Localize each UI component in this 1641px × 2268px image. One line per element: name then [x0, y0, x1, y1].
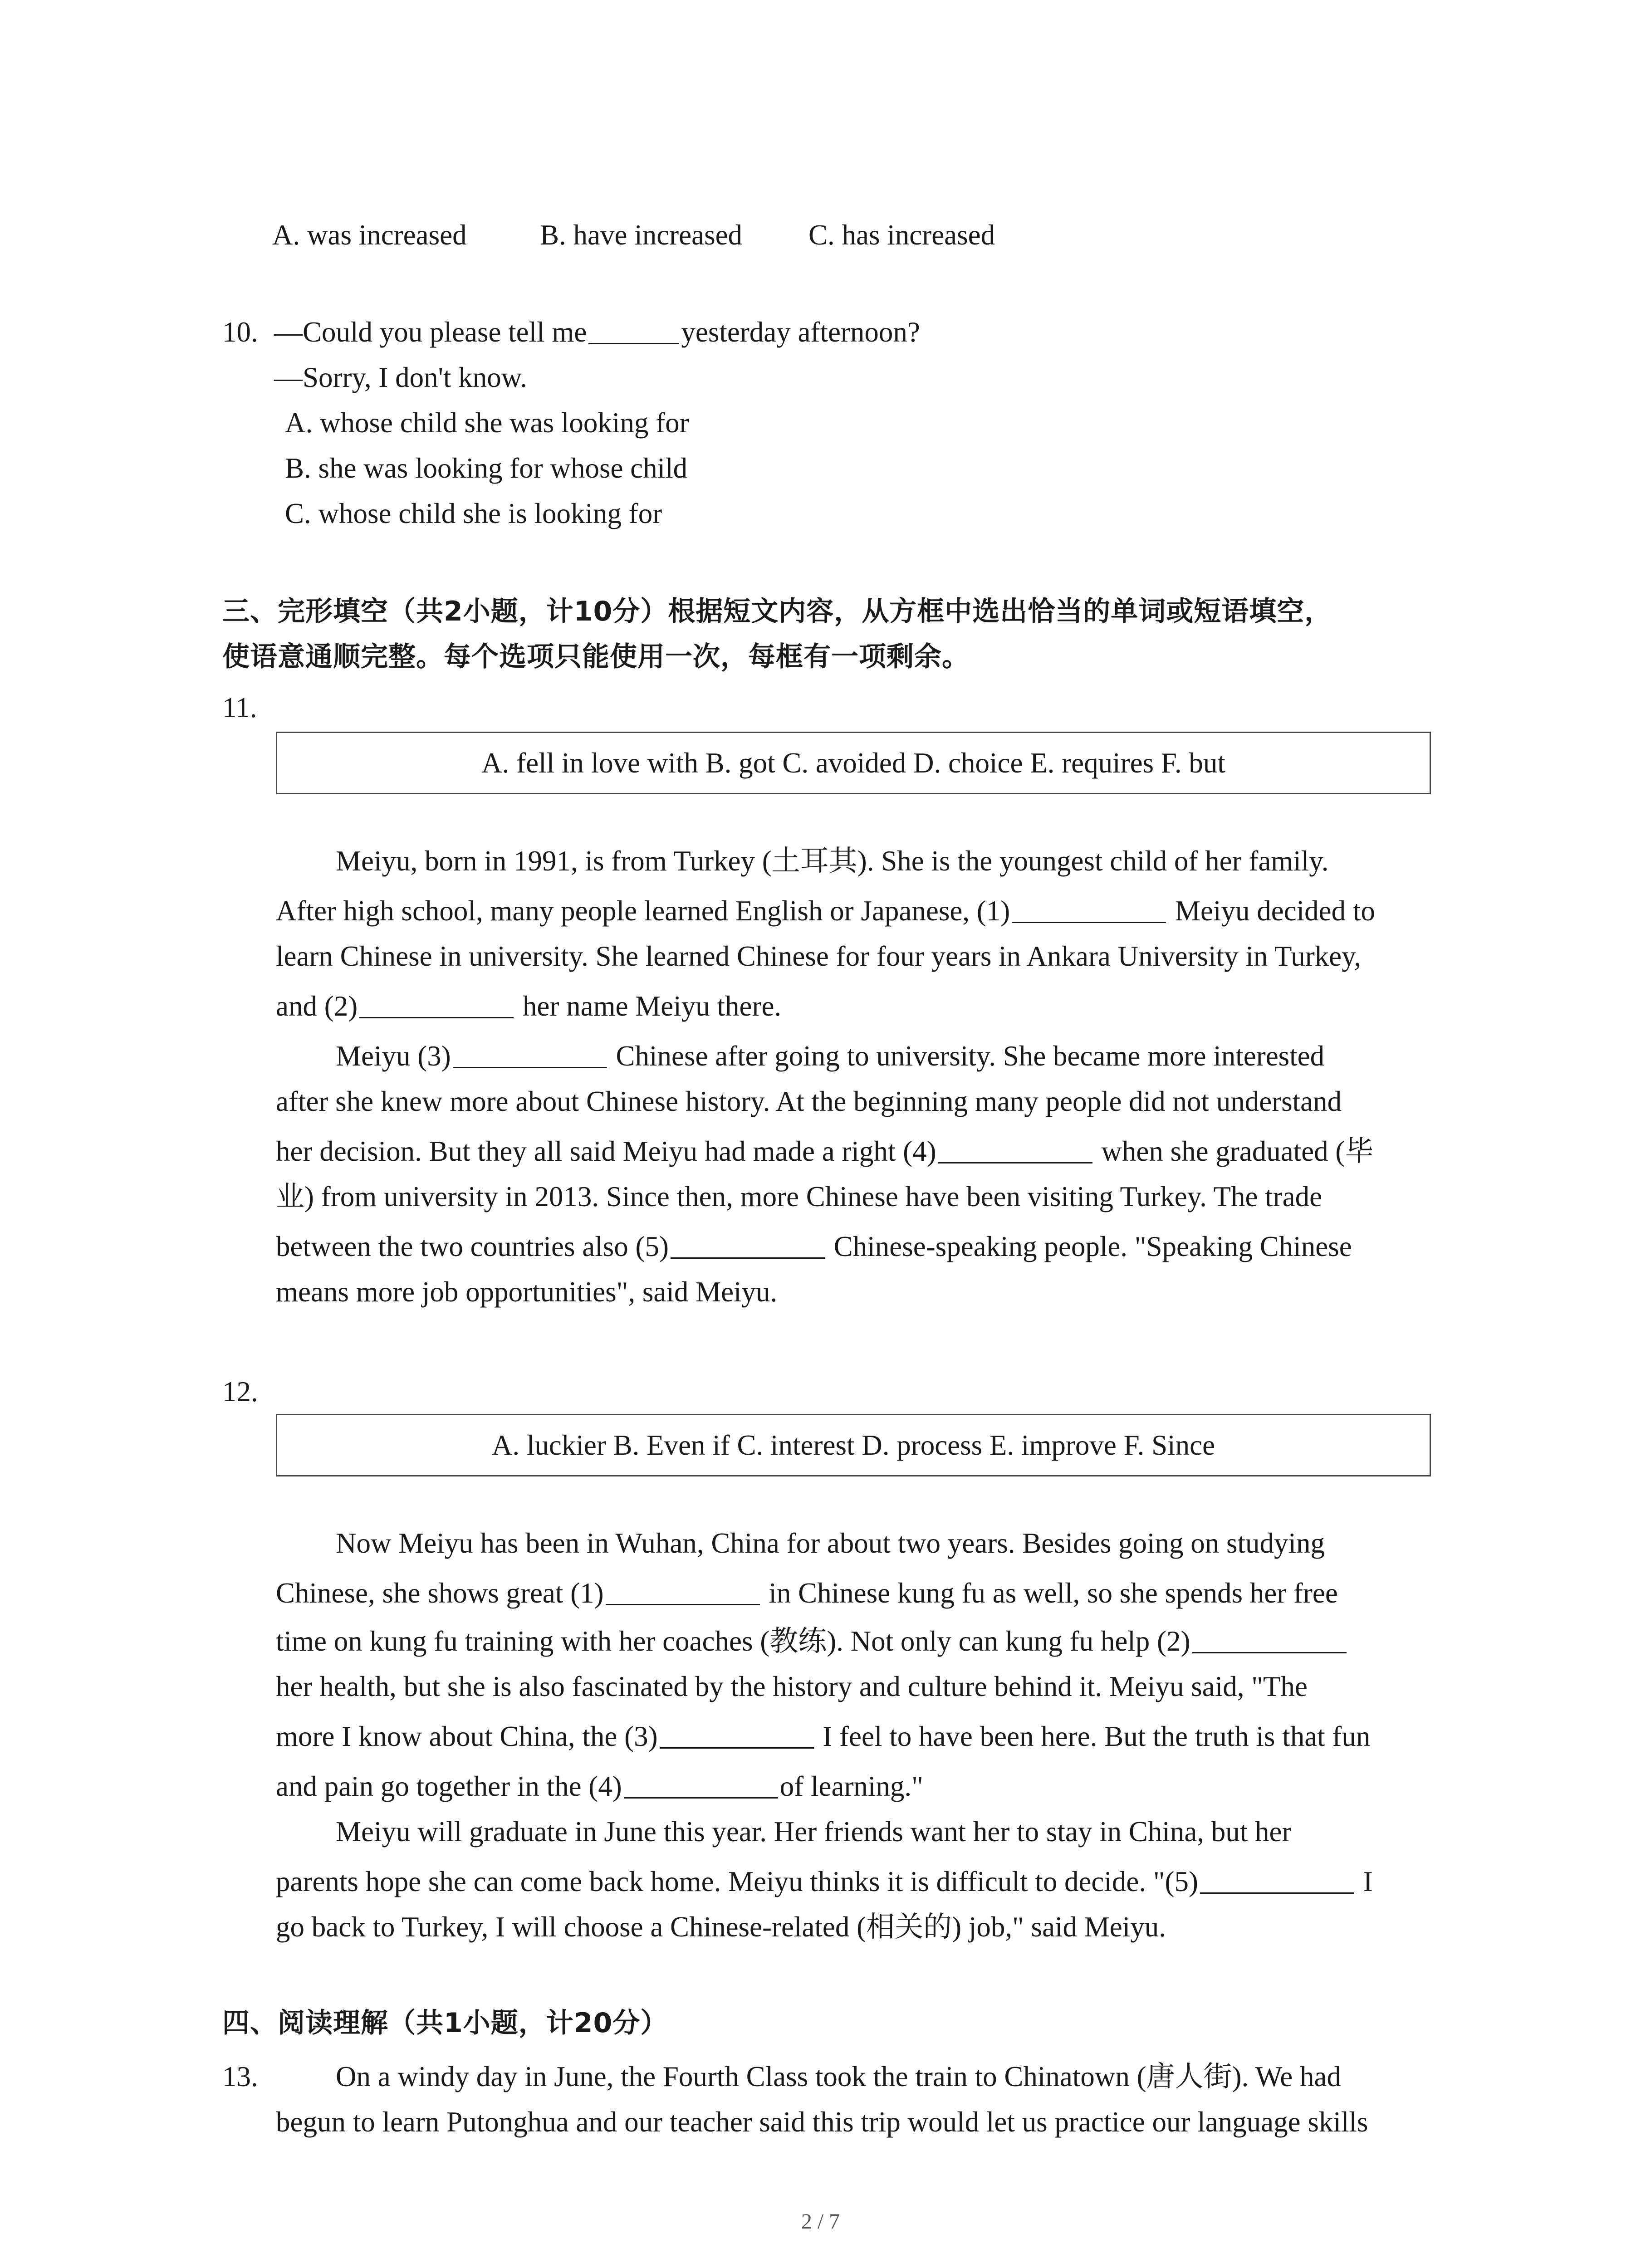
q11-line-5: [336, 1038, 1324, 1074]
q12-line-3-pre: time on kung fu training with her coaches (教练). Not only can kung fu help (2): [276, 1625, 1190, 1657]
q12-line-6: [276, 1768, 923, 1804]
q11-line-2: [276, 893, 1375, 929]
q12-line-4: her health, but she is also fascinated by the history and culture behind it. Meiyu said, "The: [276, 1671, 1308, 1702]
q12-line-2: [276, 1575, 1338, 1611]
q12-line-1: Now Meiyu has been in Wuhan, China for about two years. Besides going on studying: [336, 1527, 1325, 1559]
q13-number: 13.: [222, 2061, 258, 2092]
answer-blank: [359, 990, 514, 1018]
q11-line-7-post: when she graduated (毕: [1101, 1135, 1374, 1167]
q10-reply: —Sorry, I don't know.: [274, 362, 527, 393]
q12-line-8: [276, 1863, 1373, 1900]
answer-blank: [606, 1577, 760, 1605]
q12-word-box: [276, 1414, 1431, 1476]
q11-line-4: [276, 988, 781, 1024]
page-number: 2 / 7: [801, 2209, 840, 2234]
answer-blank: [671, 1230, 825, 1259]
q13-line-2: begun to learn Putonghua and our teacher said this trip would let us practice our language skills: [276, 2106, 1368, 2138]
q12-line-5: [276, 1718, 1370, 1755]
answer-blank: [588, 316, 679, 344]
q12-line-3: [276, 1623, 1348, 1659]
q10-question-pre: —Could you please tell me: [274, 316, 587, 348]
q12-line-8-post: I: [1363, 1866, 1373, 1897]
q10-option-a: A. whose child she was looking for: [285, 407, 689, 439]
q12-line-2-post: in Chinese kung fu as well, so she spends her free: [769, 1577, 1338, 1609]
q11-line-5-post: Chinese after going to university. She became more interested: [616, 1040, 1325, 1072]
q11-line-3: learn Chinese in university. She learned Chinese for four years in Ankara University in Turkey,: [276, 940, 1362, 972]
q12-line-6-pre: and pain go together in the (4): [276, 1770, 622, 1802]
q11-line-9-pre: between the two countries also (5): [276, 1231, 669, 1262]
q10-question-post: yesterday afternoon?: [681, 316, 920, 348]
q11-line-8: 业) from university in 2013. Since then, more Chinese have been visiting Turkey. The trade: [276, 1181, 1323, 1212]
answer-blank: [660, 1720, 814, 1749]
q12-number: 12.: [222, 1376, 258, 1408]
q11-line-2-pre: After high school, many people learned English or Japanese, (1): [276, 895, 1010, 927]
q11-line-4-post: her name Meiyu there.: [522, 990, 782, 1022]
q11-line-2-post: Meiyu decided to: [1175, 895, 1375, 927]
q11-line-6: after she knew more about Chinese history. At the beginning many people did not understand: [276, 1085, 1342, 1117]
q10-option-c: C. whose child she is looking for: [285, 498, 662, 529]
q11-line-9: [276, 1228, 1352, 1265]
q12-line-7: Meiyu will graduate in June this year. Her friends want her to stay in China, but her: [336, 1816, 1292, 1848]
q13-line-1: On a windy day in June, the Fourth Class took the train to Chinatown (唐人街). We had: [336, 2061, 1341, 2092]
q12-line-2-pre: Chinese, she shows great (1): [276, 1577, 604, 1609]
answer-blank: [624, 1770, 778, 1799]
q11-line-10: means more job opportunities", said Meiyu.: [276, 1276, 778, 1308]
q12-line-5-pre: more I know about China, the (3): [276, 1721, 658, 1752]
q10-question: [274, 314, 920, 350]
section3-heading-line1: 三、完形填空（共2小题，计10分）根据短文内容，从方框中选出恰当的单词或短语填空，: [222, 596, 1332, 627]
q10-option-b: B. she was looking for whose child: [285, 452, 688, 484]
q11-line-4-pre: and (2): [276, 990, 358, 1022]
q10-number: 10.: [222, 316, 258, 348]
q12-line-6-post: of learning.": [779, 1770, 923, 1802]
q9-option-a: A. was increased: [272, 219, 467, 251]
q11-line-7-pre: her decision. But they all said Meiyu had made a right (4): [276, 1135, 936, 1167]
q11-word-box: [276, 732, 1431, 794]
q12-line-5-post: I feel to have been here. But the truth is that fun: [823, 1721, 1371, 1752]
q11-line-1: Meiyu, born in 1991, is from Turkey (土耳其). She is the youngest child of her family.: [336, 845, 1329, 877]
q12-word-box-text: A. luckier B. Even if C. interest D. process E. improve F. Since: [491, 1429, 1215, 1461]
q11-line-5-pre: Meiyu (3): [336, 1040, 451, 1072]
q9-option-b: B. have increased: [540, 219, 743, 251]
q12-line-8-pre: parents hope she can come back home. Meiyu thinks it is difficult to decide. "(5): [276, 1866, 1199, 1897]
q11-word-box-text: A. fell in love with B. got C. avoided D. choice E. requires F. but: [481, 747, 1225, 779]
q11-number: 11.: [222, 692, 257, 723]
answer-blank: [1192, 1625, 1347, 1653]
answer-blank: [1200, 1865, 1354, 1894]
q9-option-c: C. has increased: [808, 219, 995, 251]
answer-blank: [938, 1135, 1092, 1163]
q12-line-9: go back to Turkey, I will choose a Chinese-related (相关的) job," said Meiyu.: [276, 1911, 1166, 1943]
section3-heading-line2: 使语意通顺完整。每个选项只能使用一次，每框有一项剩余。: [222, 641, 970, 673]
section4-heading: 四、阅读理解（共1小题，计20分）: [222, 2007, 668, 2039]
q11-line-7: [276, 1133, 1373, 1169]
answer-blank: [453, 1040, 607, 1068]
answer-blank: [1012, 894, 1166, 923]
q11-line-9-post: Chinese-speaking people. "Speaking Chinese: [833, 1231, 1352, 1262]
